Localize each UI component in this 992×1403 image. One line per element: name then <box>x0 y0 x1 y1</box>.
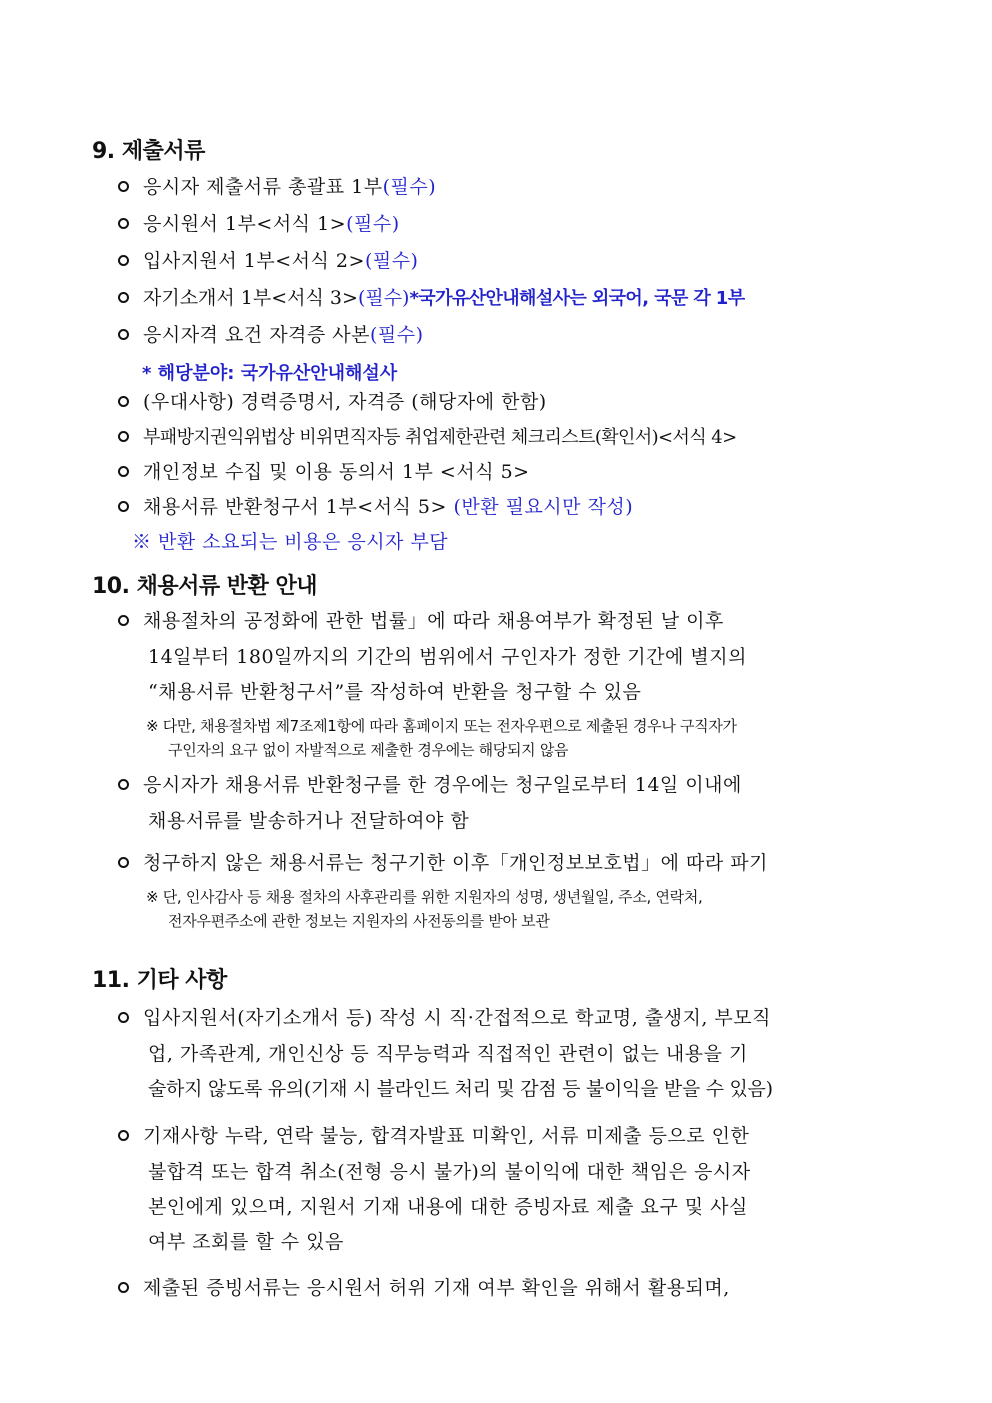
bullet-icon <box>118 779 129 790</box>
section-10-heading: 10. 채용서류 반환 안내 <box>92 574 317 599</box>
paragraph-line: “채용서류 반환청구서”를 작성하여 반환을 청구할 수 있음 <box>148 681 642 703</box>
section-11-heading: 11. 기타 사항 <box>92 968 227 993</box>
paragraph-line: 술하지 않도록 유의(기재 시 블라인드 처리 및 감점 등 불이익을 받을 수 있음) <box>148 1078 773 1100</box>
list-item: 응시원서 1부<서식 1>(필수) <box>118 209 400 236</box>
note-line: 전자우편주소에 관한 정보는 지원자의 사전동의를 받아 보관 <box>168 912 550 930</box>
paragraph-line: 본인에게 있으며, 지원서 기재 내용에 대한 증빙자료 제출 요구 및 사실 <box>148 1196 748 1218</box>
list-item: 청구하지 않은 채용서류는 청구기한 이후「개인정보보호법」에 따라 파기 <box>118 848 768 875</box>
bullet-icon <box>118 329 129 340</box>
list-item: 입사지원서(자기소개서 등) 작성 시 직·간접적으로 학교명, 출생지, 부모직 <box>118 1003 771 1030</box>
note-line: ※ 단, 인사감사 등 채용 절차의 사후관리를 위한 지원자의 성명, 생년월일, 주소, 연락처, <box>146 888 703 906</box>
list-item: 개인정보 수집 및 이용 동의서 1부 <서식 5> <box>118 457 530 484</box>
cost-note: ※ 반환 소요되는 비용은 응시자 부담 <box>132 531 449 553</box>
bullet-icon <box>118 181 129 192</box>
paragraph-line: 불합격 또는 합격 취소(전형 응시 불가)의 불이익에 대한 책임은 응시자 <box>148 1161 751 1183</box>
list-item: 응시자 제출서류 총괄표 1부(필수) <box>118 172 436 199</box>
paragraph-line: 14일부터 180일까지의 기간의 범위에서 구인자가 정한 기간에 별지의 <box>148 646 747 668</box>
list-item: 제출된 증빙서류는 응시원서 허위 기재 여부 확인을 위해서 활용되며, <box>118 1273 730 1300</box>
bullet-icon <box>118 857 129 868</box>
list-item: 응시자격 요건 자격증 사본(필수) <box>118 320 424 347</box>
bullet-icon <box>118 1282 129 1293</box>
bullet-icon <box>118 466 129 477</box>
list-item: (우대사항) 경력증명서, 자격증 (해당자에 한함) <box>118 387 547 414</box>
paragraph-line: 채용서류를 발송하거나 전달하여야 함 <box>148 810 470 832</box>
list-item: 자기소개서 1부<서식 3>(필수)*국가유산안내해설사는 외국어, 국문 각 1부 <box>118 283 745 310</box>
section-9-heading: 9. 제출서류 <box>92 139 205 164</box>
bullet-icon <box>118 218 129 229</box>
bullet-icon <box>118 396 129 407</box>
list-item: 입사지원서 1부<서식 2>(필수) <box>118 246 418 273</box>
paragraph-line: 여부 조회를 할 수 있음 <box>148 1231 344 1253</box>
bullet-icon <box>118 431 129 442</box>
list-item: 기재사항 누락, 연락 불능, 합격자발표 미확인, 서류 미제출 등으로 인한 <box>118 1121 749 1148</box>
list-item: 부패방지권익위법상 비위면직자등 취업제한관련 체크리스트(확인서)<서식 4> <box>118 423 737 449</box>
bullet-icon <box>118 1012 129 1023</box>
bullet-icon <box>118 501 129 512</box>
list-item: 응시자가 채용서류 반환청구를 한 경우에는 청구일로부터 14일 이내에 <box>118 770 742 797</box>
bullet-icon <box>118 1130 129 1141</box>
bullet-icon <box>118 615 129 626</box>
bullet-icon <box>118 255 129 266</box>
note-line: ※ 다만, 채용절차법 제7조제1항에 따라 홈페이지 또는 전자우편으로 제출된 경우나 구직자가 <box>146 717 737 735</box>
paragraph-line: 업, 가족관계, 개인신상 등 직무능력과 직접적인 관련이 없는 내용을 기 <box>148 1043 748 1065</box>
bullet-icon <box>118 292 129 303</box>
list-item: 채용절차의 공정화에 관한 법률」에 따라 채용여부가 확정된 날 이후 <box>118 606 724 633</box>
list-item: 채용서류 반환청구서 1부<서식 5> (반환 필요시만 작성) <box>118 492 633 519</box>
field-note: * 해당분야: 국가유산안내해설사 <box>142 363 398 384</box>
note-line: 구인자의 요구 없이 자발적으로 제출한 경우에는 해당되지 않음 <box>168 741 569 759</box>
